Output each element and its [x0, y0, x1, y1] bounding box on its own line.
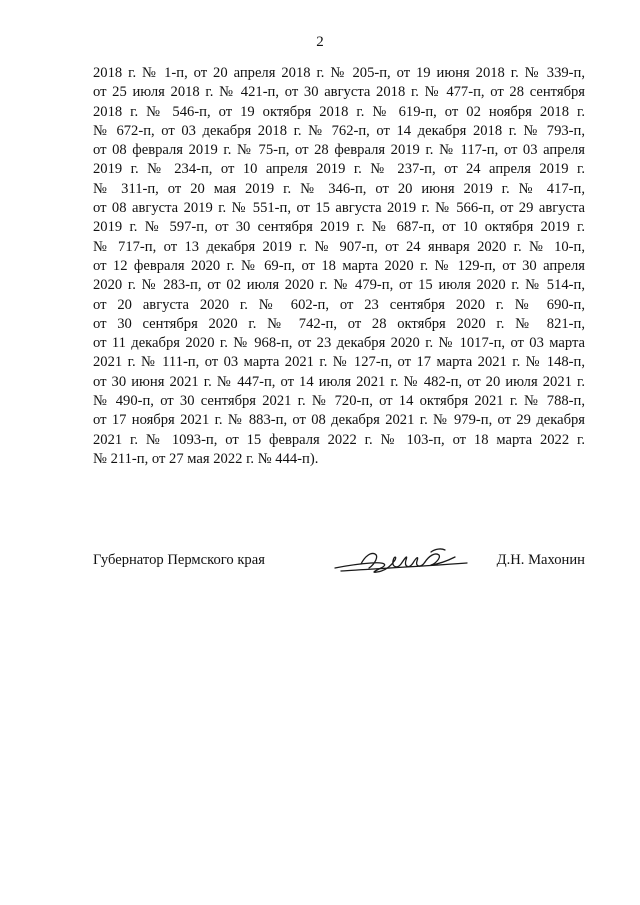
- body-line: от 08 февраля 2019 г. № 75-п, от 28 февраля 2019 г. № 117-п, от 03 апреля: [93, 142, 585, 159]
- body-line: 2021 г. № 111-п, от 03 марта 2021 г. № 127-п, от 17 марта 2021 г. № 148-п,: [93, 354, 585, 371]
- body-line: 2020 г. № 283-п, от 02 июля 2020 г. № 479-п, от 15 июля 2020 г. № 514-п,: [93, 277, 585, 294]
- signature-block: [93, 548, 585, 588]
- body-line: № 211-п, от 27 мая 2022 г. № 444-п).: [93, 450, 319, 467]
- body-line: № 672-п, от 03 декабря 2018 г. № 762-п, от 14 декабря 2018 г. № 793-п,: [93, 122, 585, 139]
- body-line: 2018 г. № 1-п, от 20 апреля 2018 г. № 205-п, от 19 июня 2018 г. № 339-п,: [93, 65, 585, 81]
- body-line: № 490-п, от 30 сентября 2021 г. № 720-п, от 14 октября 2021 г. № 788-п,: [93, 393, 585, 410]
- body-line: от 30 июня 2021 г. № 447-п, от 14 июля 2021 г. № 482-п, от 20 июля 2021 г.: [93, 373, 585, 390]
- body-line: от 30 сентября 2020 г. № 742-п, от 28 октября 2020 г. № 821-п,: [93, 315, 585, 332]
- body-line: от 12 февраля 2020 г. № 69-п, от 18 марта 2020 г. № 129-п, от 30 апреля: [93, 257, 585, 274]
- body-line: от 11 декабря 2020 г. № 968-п, от 23 декабря 2020 г. № 1017-п, от 03 марта: [93, 335, 585, 352]
- body-line: от 20 августа 2020 г. № 602-п, от 23 сентября 2020 г. № 690-п,: [93, 296, 585, 313]
- body-line: от 25 июля 2018 г. № 421-п, от 30 августа 2018 г. № 477-п, от 28 сентября: [93, 84, 585, 101]
- body-line: 2021 г. № 1093-п, от 15 февраля 2022 г. № 103-п, от 18 марта 2022 г.: [93, 431, 585, 448]
- document-body: [93, 64, 585, 469]
- body-line: № 311-п, от 20 мая 2019 г. № 346-п, от 20 июня 2019 г. № 417-п,: [93, 180, 585, 197]
- handwritten-signature: [331, 542, 471, 582]
- body-line: 2019 г. № 234-п, от 10 апреля 2019 г. № 237-п, от 24 апреля 2019 г.: [93, 161, 585, 178]
- body-line: № 717-п, от 13 декабря 2019 г. № 907-п, от 24 января 2020 г. № 10-п,: [93, 238, 585, 255]
- body-line: 2019 г. № 597-п, от 30 сентября 2019 г. № 687-п, от 10 октября 2019 г.: [93, 219, 585, 236]
- body-line: от 17 ноября 2021 г. № 883-п, от 08 декабря 2021 г. № 979-п, от 29 декабря: [93, 412, 585, 429]
- body-line: 2018 г. № 546-п, от 19 октября 2018 г. № 619-п, от 02 ноября 2018 г.: [93, 103, 585, 120]
- signer-name: Д.Н. Махонин: [496, 552, 585, 568]
- page-number: 2: [316, 34, 324, 50]
- body-line: от 08 августа 2019 г. № 551-п, от 15 августа 2019 г. № 566-п, от 29 августа: [93, 200, 585, 217]
- signer-title: Губернатор Пермского края: [93, 552, 265, 568]
